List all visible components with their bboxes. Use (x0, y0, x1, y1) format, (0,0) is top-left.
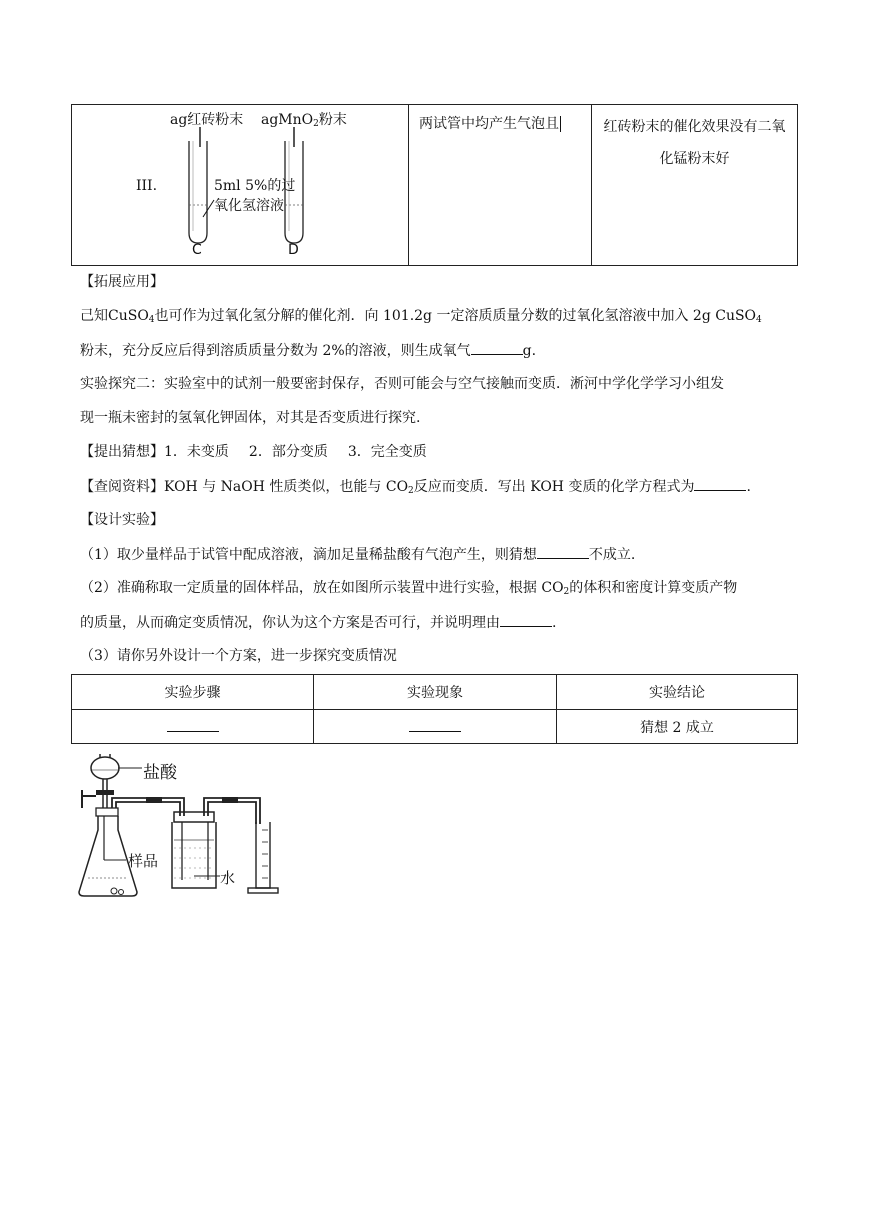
answer-blank[interactable] (537, 544, 589, 559)
phenomenon-answer-cell (314, 710, 557, 744)
apparatus-diagram (74, 748, 284, 900)
header-step: 实验步骤 (72, 675, 314, 710)
tube-d-letter: D (288, 242, 299, 258)
hypothesis-item-1: 1．未变质 (164, 444, 229, 460)
header-conclusion: 实验结论 (557, 675, 798, 710)
answer-blank[interactable] (500, 612, 552, 627)
water-label: 水 (220, 869, 236, 887)
reference-line: 【查阅资料】KOH 与 NaOH 性质类似，也能与 $CO_2$反应而变质．写出 KOH 变质的化学方程式为 . (80, 476, 800, 501)
exp2-line-2: 现一瓶未密封的氢氧化钾固体，对其是否变质进行探究. (80, 410, 421, 426)
design-q2-line-1: （2）准确称取一定质量的固体样品，放在如图所示装置中进行实验，根据 $CO_2$的体积和密度计算变质产物 (80, 580, 738, 597)
solution-label-1: 5ml 5%的过 (214, 178, 296, 194)
conclusion-answer: 猜想 2 成立 (557, 710, 798, 744)
step-cell (72, 710, 314, 744)
design-q2-line-2: 的质量，从而确定变质情况，你认为这个方案是否可行，并说明理由 . (80, 612, 800, 633)
header-phenomenon: 实验现象 (314, 675, 557, 710)
diagram-cell (72, 105, 409, 266)
phenomenon-cell (409, 105, 592, 266)
answer-blank[interactable] (167, 717, 219, 732)
sample-label: 样品 (128, 852, 159, 870)
hypothesis-item-3: 3．完全变质 (347, 444, 427, 460)
extension-line-2: 粉末，充分反应后得到溶质质量分数为 2%的溶液，则生成氧气 g. (80, 340, 800, 361)
hypothesis-line: 【提出猜想】1．未变质 2．部分变质 3．完全变质 (80, 444, 427, 460)
conclusion-line-1: 红砖粉末的催化效果没有二氧 (603, 119, 786, 135)
tube-d-label: agMnO$_2$粉末 (261, 112, 347, 129)
design-q1: （1）取少量样品于试管中配成溶液，滴加足量稀盐酸有气泡产生，则猜想 不成立. (80, 544, 800, 565)
answer-blank[interactable] (409, 717, 461, 732)
conclusion-cell (592, 105, 798, 266)
phenomenon-text: 两试管中均产生气泡且 (419, 116, 559, 132)
design-table (71, 674, 798, 744)
hypothesis-item-2: 2．部分变质 (248, 444, 328, 460)
exp2-line-1: 实验探究二：实验室中的试剂一般要密封保存，否则可能会与空气接触而变质．淅河中学化学学习小组发 (80, 376, 724, 392)
design-q3: （3）请你另外设计一个方案，进一步探究变质情况 (80, 648, 397, 664)
tube-c-label: ag红砖粉末 (170, 112, 244, 128)
answer-blank[interactable] (694, 476, 746, 491)
design-heading: 【设计实验】 (80, 512, 164, 528)
tube-c-letter: C (192, 242, 202, 258)
apparatus-drawing (74, 748, 284, 900)
solution-label-2: 氧化氢溶液 (214, 198, 284, 214)
extension-heading: 【拓展应用】 (80, 274, 164, 290)
answer-blank[interactable] (471, 340, 523, 355)
acid-label: 盐酸 (143, 763, 177, 783)
extension-line-1: 己知CuSO$_4$也可作为过氧化氢分解的催化剂．向 101.2g 一定溶质质量分数的过氧化氢溶液中加入 2g CuSO$_4$ (80, 308, 762, 325)
row-label: III. (136, 178, 158, 194)
top-result-table (71, 104, 798, 266)
conclusion-line-2: 化锰粉末好 (659, 151, 730, 167)
